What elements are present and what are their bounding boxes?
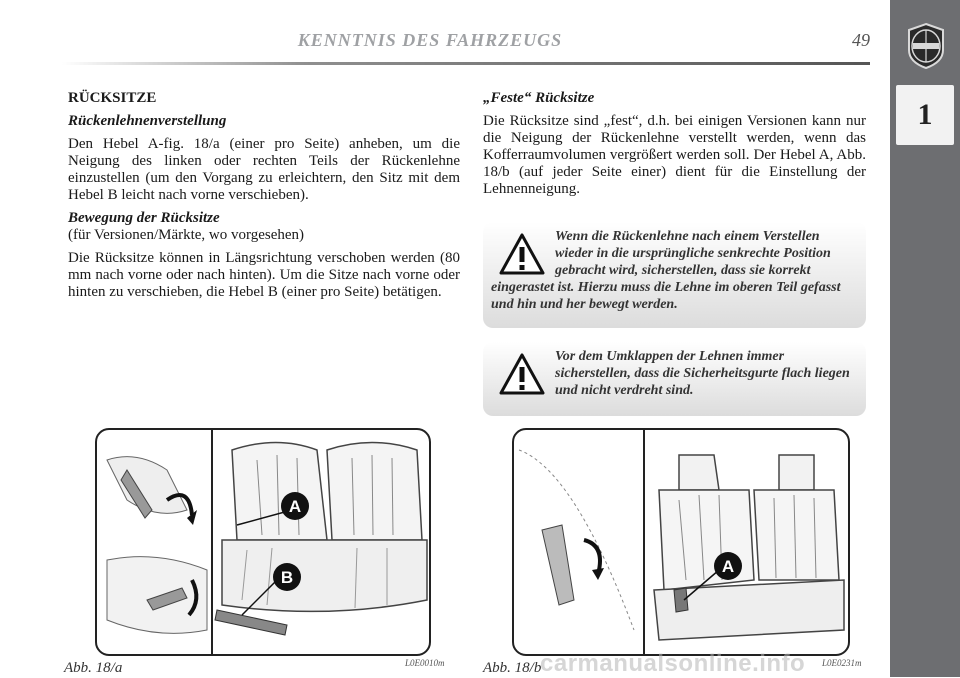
lancia-logo-icon: [905, 22, 947, 70]
watermark: carmanualsonline.info: [540, 650, 806, 677]
figure-code-18b: L0E0231m: [822, 658, 862, 668]
label-B: B: [280, 568, 294, 587]
chapter-tab[interactable]: 1: [896, 85, 954, 145]
warning-triangle-icon: [499, 352, 545, 396]
caption-18b: Abb. 18/b: [483, 660, 542, 676]
figure-18b: [512, 428, 850, 656]
right-column: [483, 90, 866, 204]
page-header-title: KENNTNIS DES FAHRZEUGS: [297, 30, 563, 50]
header-divider: [62, 62, 870, 65]
seat-illustration-a: [97, 430, 429, 654]
warning-text-backrest: Wenn die Rückenlehne nach einem Verstellen wieder in die ursprüngliche senkrechte Position gebracht wird, sicherstellen, dass sie korrekt eingerastet ist. Hierzu muss die Lehne im oberen Teil gefasst und hin und her bewegt werden.: [491, 229, 841, 312]
seat-illustration-b: [514, 430, 848, 654]
paragraph-seat-movement: Die Rücksitze können in Längsrichtung verschoben werden (80 mm nach vorne oder nach hinten). Um die Sitze nach vorne oder hinten zu verschieben, die Hebel B (einer pro Seite) betätigen.: [68, 250, 460, 300]
paragraph-backrest: Den Hebel A-fig. 18/a (einer pro Seite) anheben, um die Neigung des linken oder rechten Teils der Rückenlehne einzustellen (um den Vorgang zu erleichtern, den Sitz mit dem Hebel B leicht nach vorne verschieben).: [68, 136, 460, 203]
label-A: A: [288, 497, 302, 516]
figure-code-18a: L0E0010m: [405, 658, 445, 668]
caption-18a: Abb. 18/a: [64, 660, 123, 676]
page-number: 49: [852, 30, 870, 50]
subheading-backrest: Rückenlehnenverstellung: [68, 113, 227, 129]
warning-text-belts: Vor dem Umklappen der Lehnen immer sicherstellen, dass die Sicherheitsgurte flach liegen und nicht verdreht sind.: [555, 349, 850, 398]
label-A: A: [721, 557, 735, 576]
warning-box-backrest: [483, 222, 866, 328]
paragraph-fixed-seats: Die Rücksitze sind „fest“, d.h. bei einigen Versionen kann nur die Neigung der Rückenlehne verstellt werden, wenn das Kofferraumvolumen vergrößert werden soll. Der Hebel A, Abb. 18/b (auf jeder Seite einer) dient für die Einstellung der Lehnenneigung.: [483, 113, 866, 197]
left-column: [68, 90, 460, 307]
warning-triangle-icon: [499, 232, 545, 276]
section-heading: RÜCKSITZE: [68, 90, 157, 106]
figure-18a: [95, 428, 431, 656]
note-versions: (für Versionen/Märkte, wo vorgesehen): [68, 227, 305, 243]
warning-box-belts: [483, 342, 866, 416]
subheading-seat-movement: Bewegung der Rücksitze: [68, 210, 220, 226]
subheading-fixed-seats: „Feste“ Rücksitze: [483, 90, 595, 106]
